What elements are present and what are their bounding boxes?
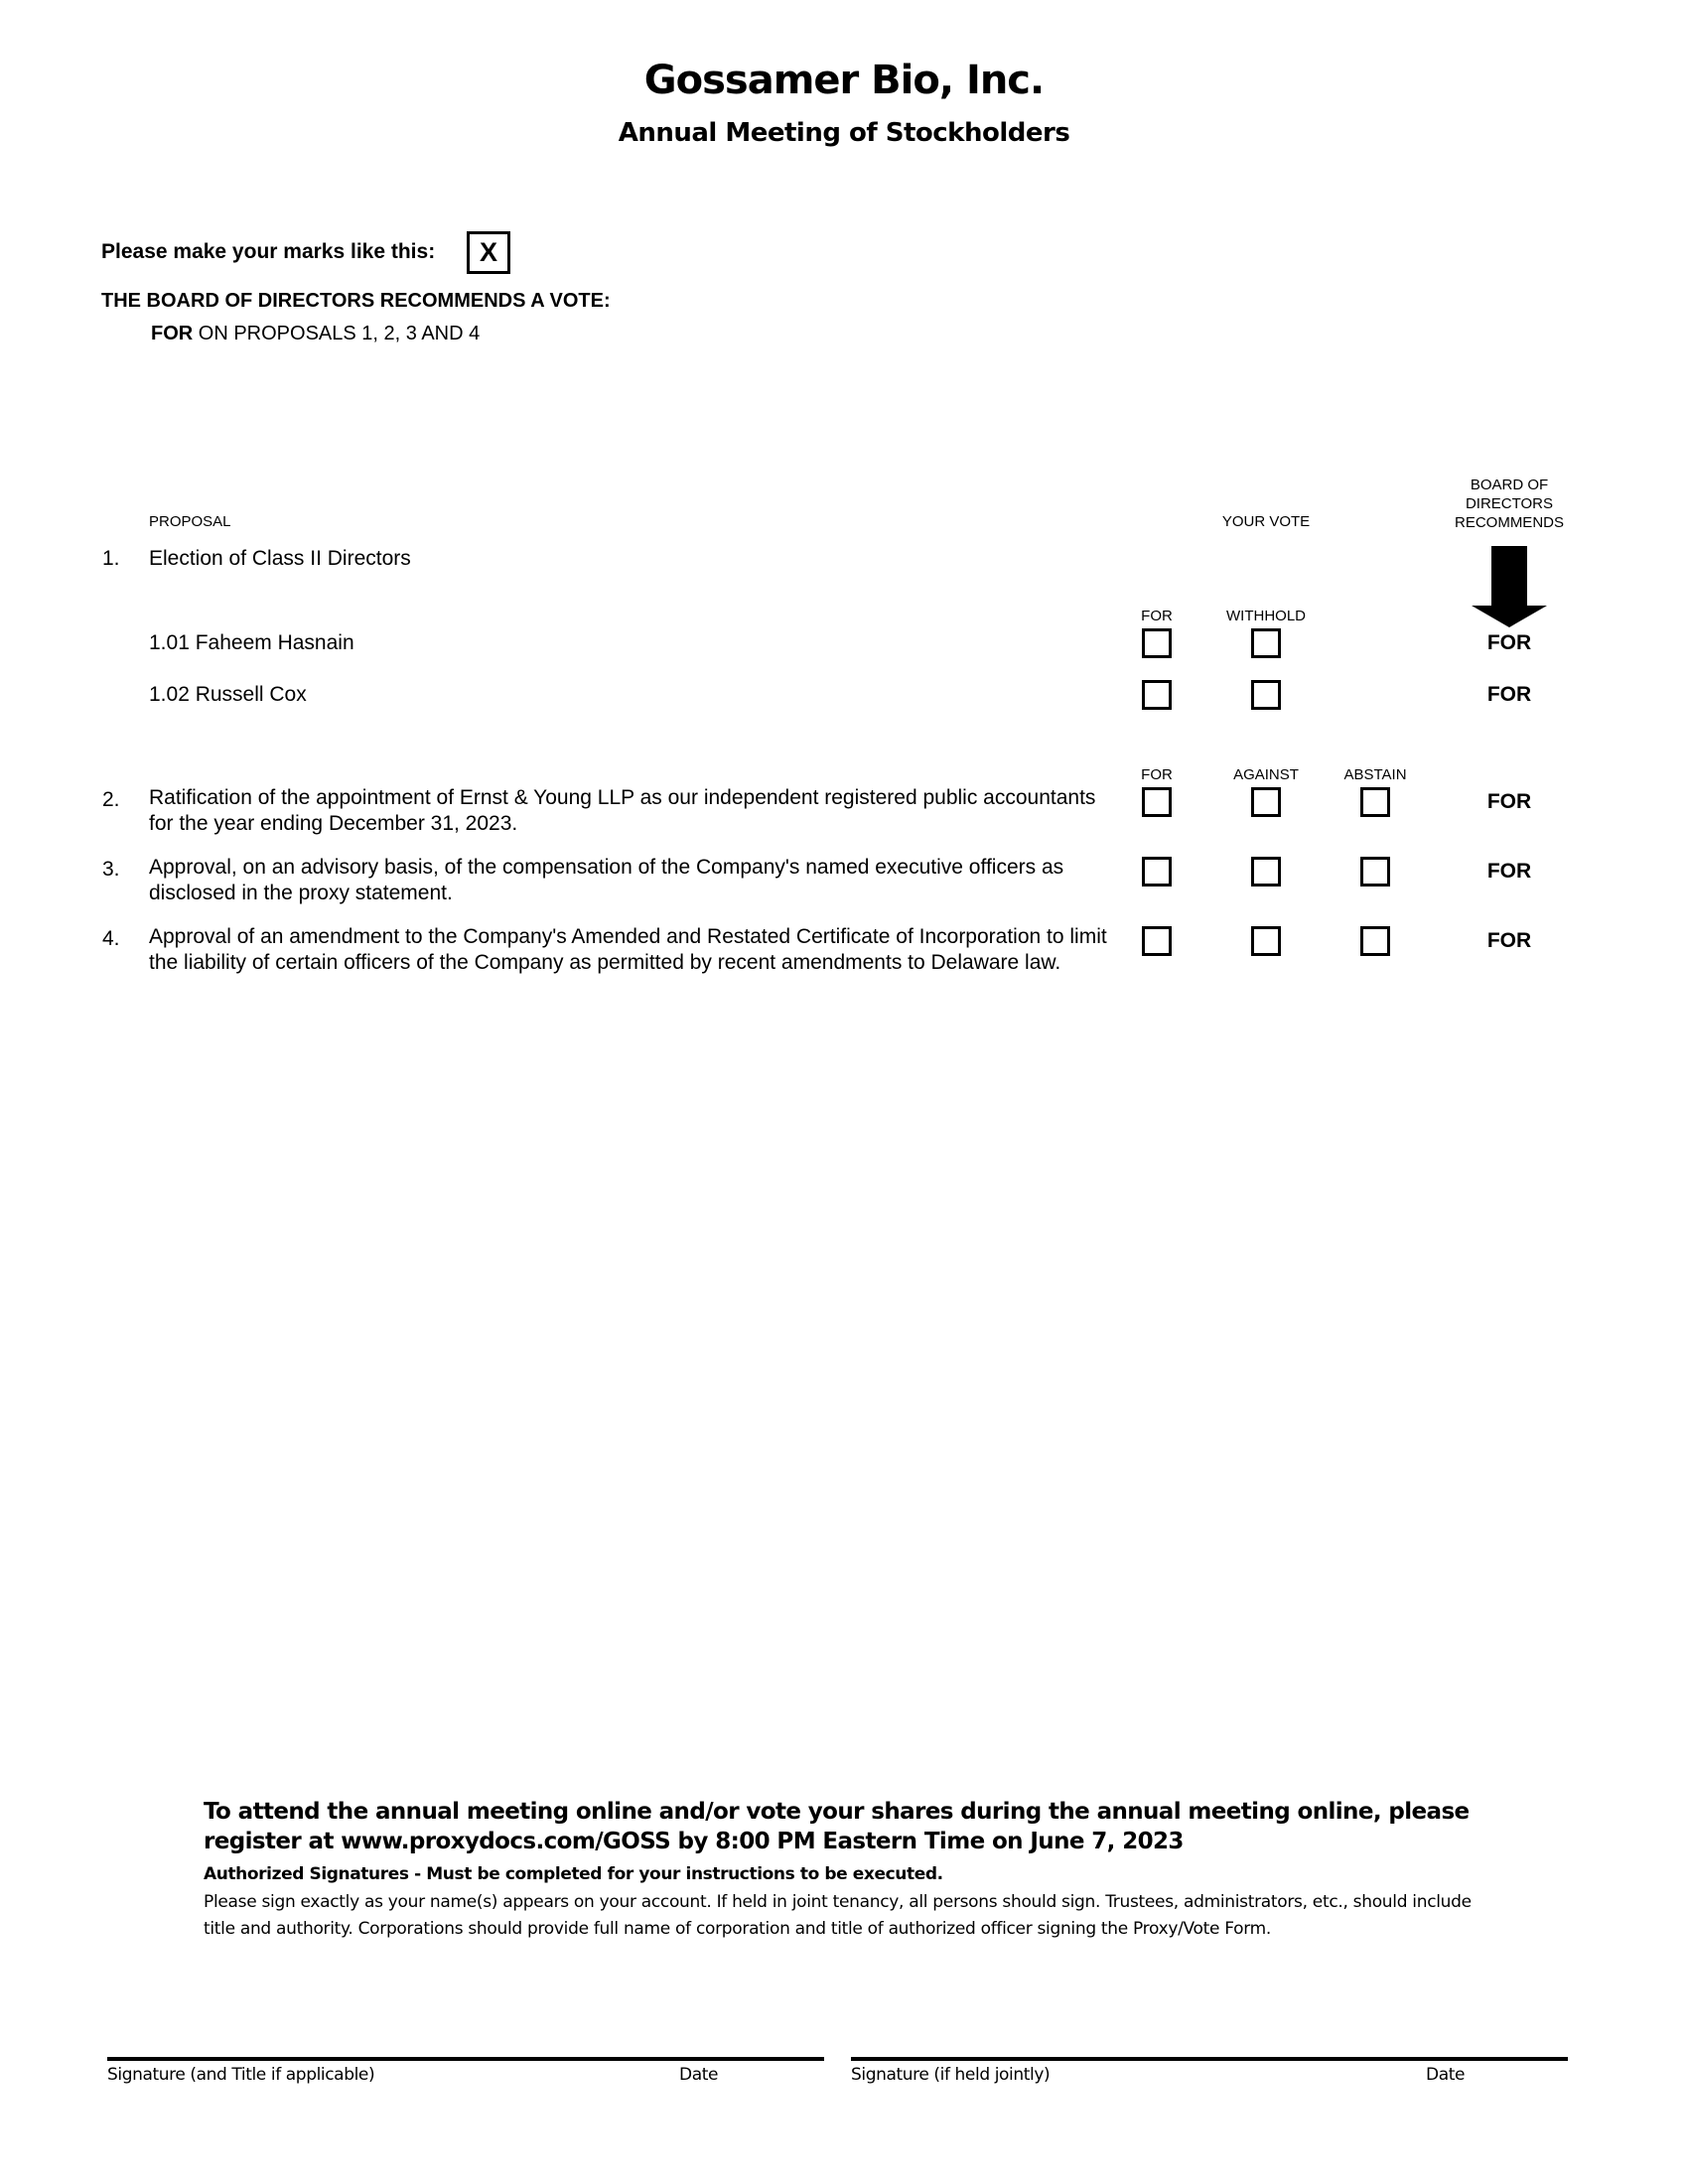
nominee-2-withhold-checkbox[interactable] (1251, 680, 1281, 710)
marks-instruction: Please make your marks like this: (101, 240, 436, 263)
option-abstain-header: ABSTAIN (1343, 766, 1407, 783)
proposal-2-recommendation: FOR (1486, 790, 1532, 813)
proposal-3-number: 3. (102, 858, 120, 881)
recommend-proposals-text: ON PROPOSALS 1, 2, 3 AND 4 (193, 323, 481, 344)
nominee-1-withhold-checkbox[interactable] (1251, 628, 1281, 658)
proposal-2-against-checkbox[interactable] (1251, 787, 1281, 817)
attend-meeting-line2: register at www.proxydocs.com/GOSS by 8:00 PM Eastern Time on June 7, 2023 (204, 1829, 1184, 1854)
example-mark-box: X (467, 231, 510, 274)
authorized-signatures-heading: Authorized Signatures - Must be completed for your instructions to be executed. (204, 1864, 943, 1884)
proposal-2-for-checkbox[interactable] (1142, 787, 1172, 817)
nominee-2-recommendation: FOR (1486, 683, 1532, 706)
proposal-3-for-checkbox[interactable] (1142, 857, 1172, 887)
nominee-2-label: 1.02 Russell Cox (149, 683, 307, 706)
board-recommends-header-line3: RECOMMENDS (1454, 514, 1564, 531)
option-withhold-header: WITHHOLD (1226, 608, 1306, 624)
nominee-1-recommendation: FOR (1486, 631, 1532, 654)
proposal-4-recommendation: FOR (1486, 929, 1532, 952)
proposal-2-abstain-checkbox[interactable] (1360, 787, 1390, 817)
date-1-label: Date (679, 2065, 719, 2085)
company-title: Gossamer Bio, Inc. (643, 58, 1045, 103)
proposal-4-abstain-checkbox[interactable] (1360, 926, 1390, 956)
proposal-4-number: 4. (102, 927, 120, 950)
board-recommendation-heading: THE BOARD OF DIRECTORS RECOMMENDS A VOTE: (101, 290, 611, 312)
proposal-2-number: 2. (102, 788, 120, 811)
option-against-header: AGAINST (1233, 766, 1299, 783)
proposal-column-header: PROPOSAL (149, 513, 231, 530)
signature-line-1[interactable] (107, 2057, 824, 2061)
proposal-3-text: Approval, on an advisory basis, of the compensation of the Company's named executive officers as disclosed in the proxy statement. (149, 856, 1064, 904)
proposal-3-recommendation: FOR (1486, 860, 1532, 883)
nominee-1-label: 1.01 Faheem Hasnain (149, 631, 354, 654)
proposal-1-text: Election of Class II Directors (149, 547, 411, 570)
proposal-2-text: Ratification of the appointment of Ernst & Young LLP as our independent registered public accountants for the year ending December 31, 2023. (149, 786, 1096, 835)
signing-instructions: Please sign exactly as your name(s) appears on your account. If held in joint tenancy, all persons should sign. Trustees, administrators, etc., should include title and authority. Corporations should provide full name of corporation and title of authorized officer signing the Proxy/Vote Form. (204, 1892, 1472, 1939)
down-arrow-icon (1472, 546, 1547, 629)
nominee-1-for-checkbox[interactable] (1142, 628, 1172, 658)
proposal-3-abstain-checkbox[interactable] (1360, 857, 1390, 887)
signature-1-label: Signature (and Title if applicable) (107, 2065, 375, 2085)
proposal-4-against-checkbox[interactable] (1251, 926, 1281, 956)
date-2-label: Date (1426, 2065, 1466, 2085)
recommend-for-label: FOR (151, 323, 194, 344)
option-for-header: FOR (1141, 766, 1173, 783)
board-recommendation-line (151, 323, 480, 345)
board-recommends-header-line2: DIRECTORS (1465, 495, 1554, 512)
proposal-3-against-checkbox[interactable] (1251, 857, 1281, 887)
proposal-4-text: Approval of an amendment to the Company's Amended and Restated Certificate of Incorporation to limit the liability of certain officers of the Company as permitted by recent amendments to Delaware law. (149, 925, 1107, 974)
meeting-subtitle: Annual Meeting of Stockholders (618, 118, 1070, 148)
option-for-header: FOR (1141, 608, 1173, 624)
signature-line-2[interactable] (851, 2057, 1568, 2061)
your-vote-column-header: YOUR VOTE (1221, 513, 1311, 530)
attend-meeting-line1: To attend the annual meeting online and/or vote your shares during the annual meeting online, please (204, 1799, 1470, 1825)
signature-2-label: Signature (if held jointly) (851, 2065, 1051, 2085)
nominee-2-for-checkbox[interactable] (1142, 680, 1172, 710)
proposal-4-for-checkbox[interactable] (1142, 926, 1172, 956)
proposal-1-number: 1. (102, 547, 120, 570)
board-recommends-header-line1: BOARD OF (1470, 477, 1549, 493)
